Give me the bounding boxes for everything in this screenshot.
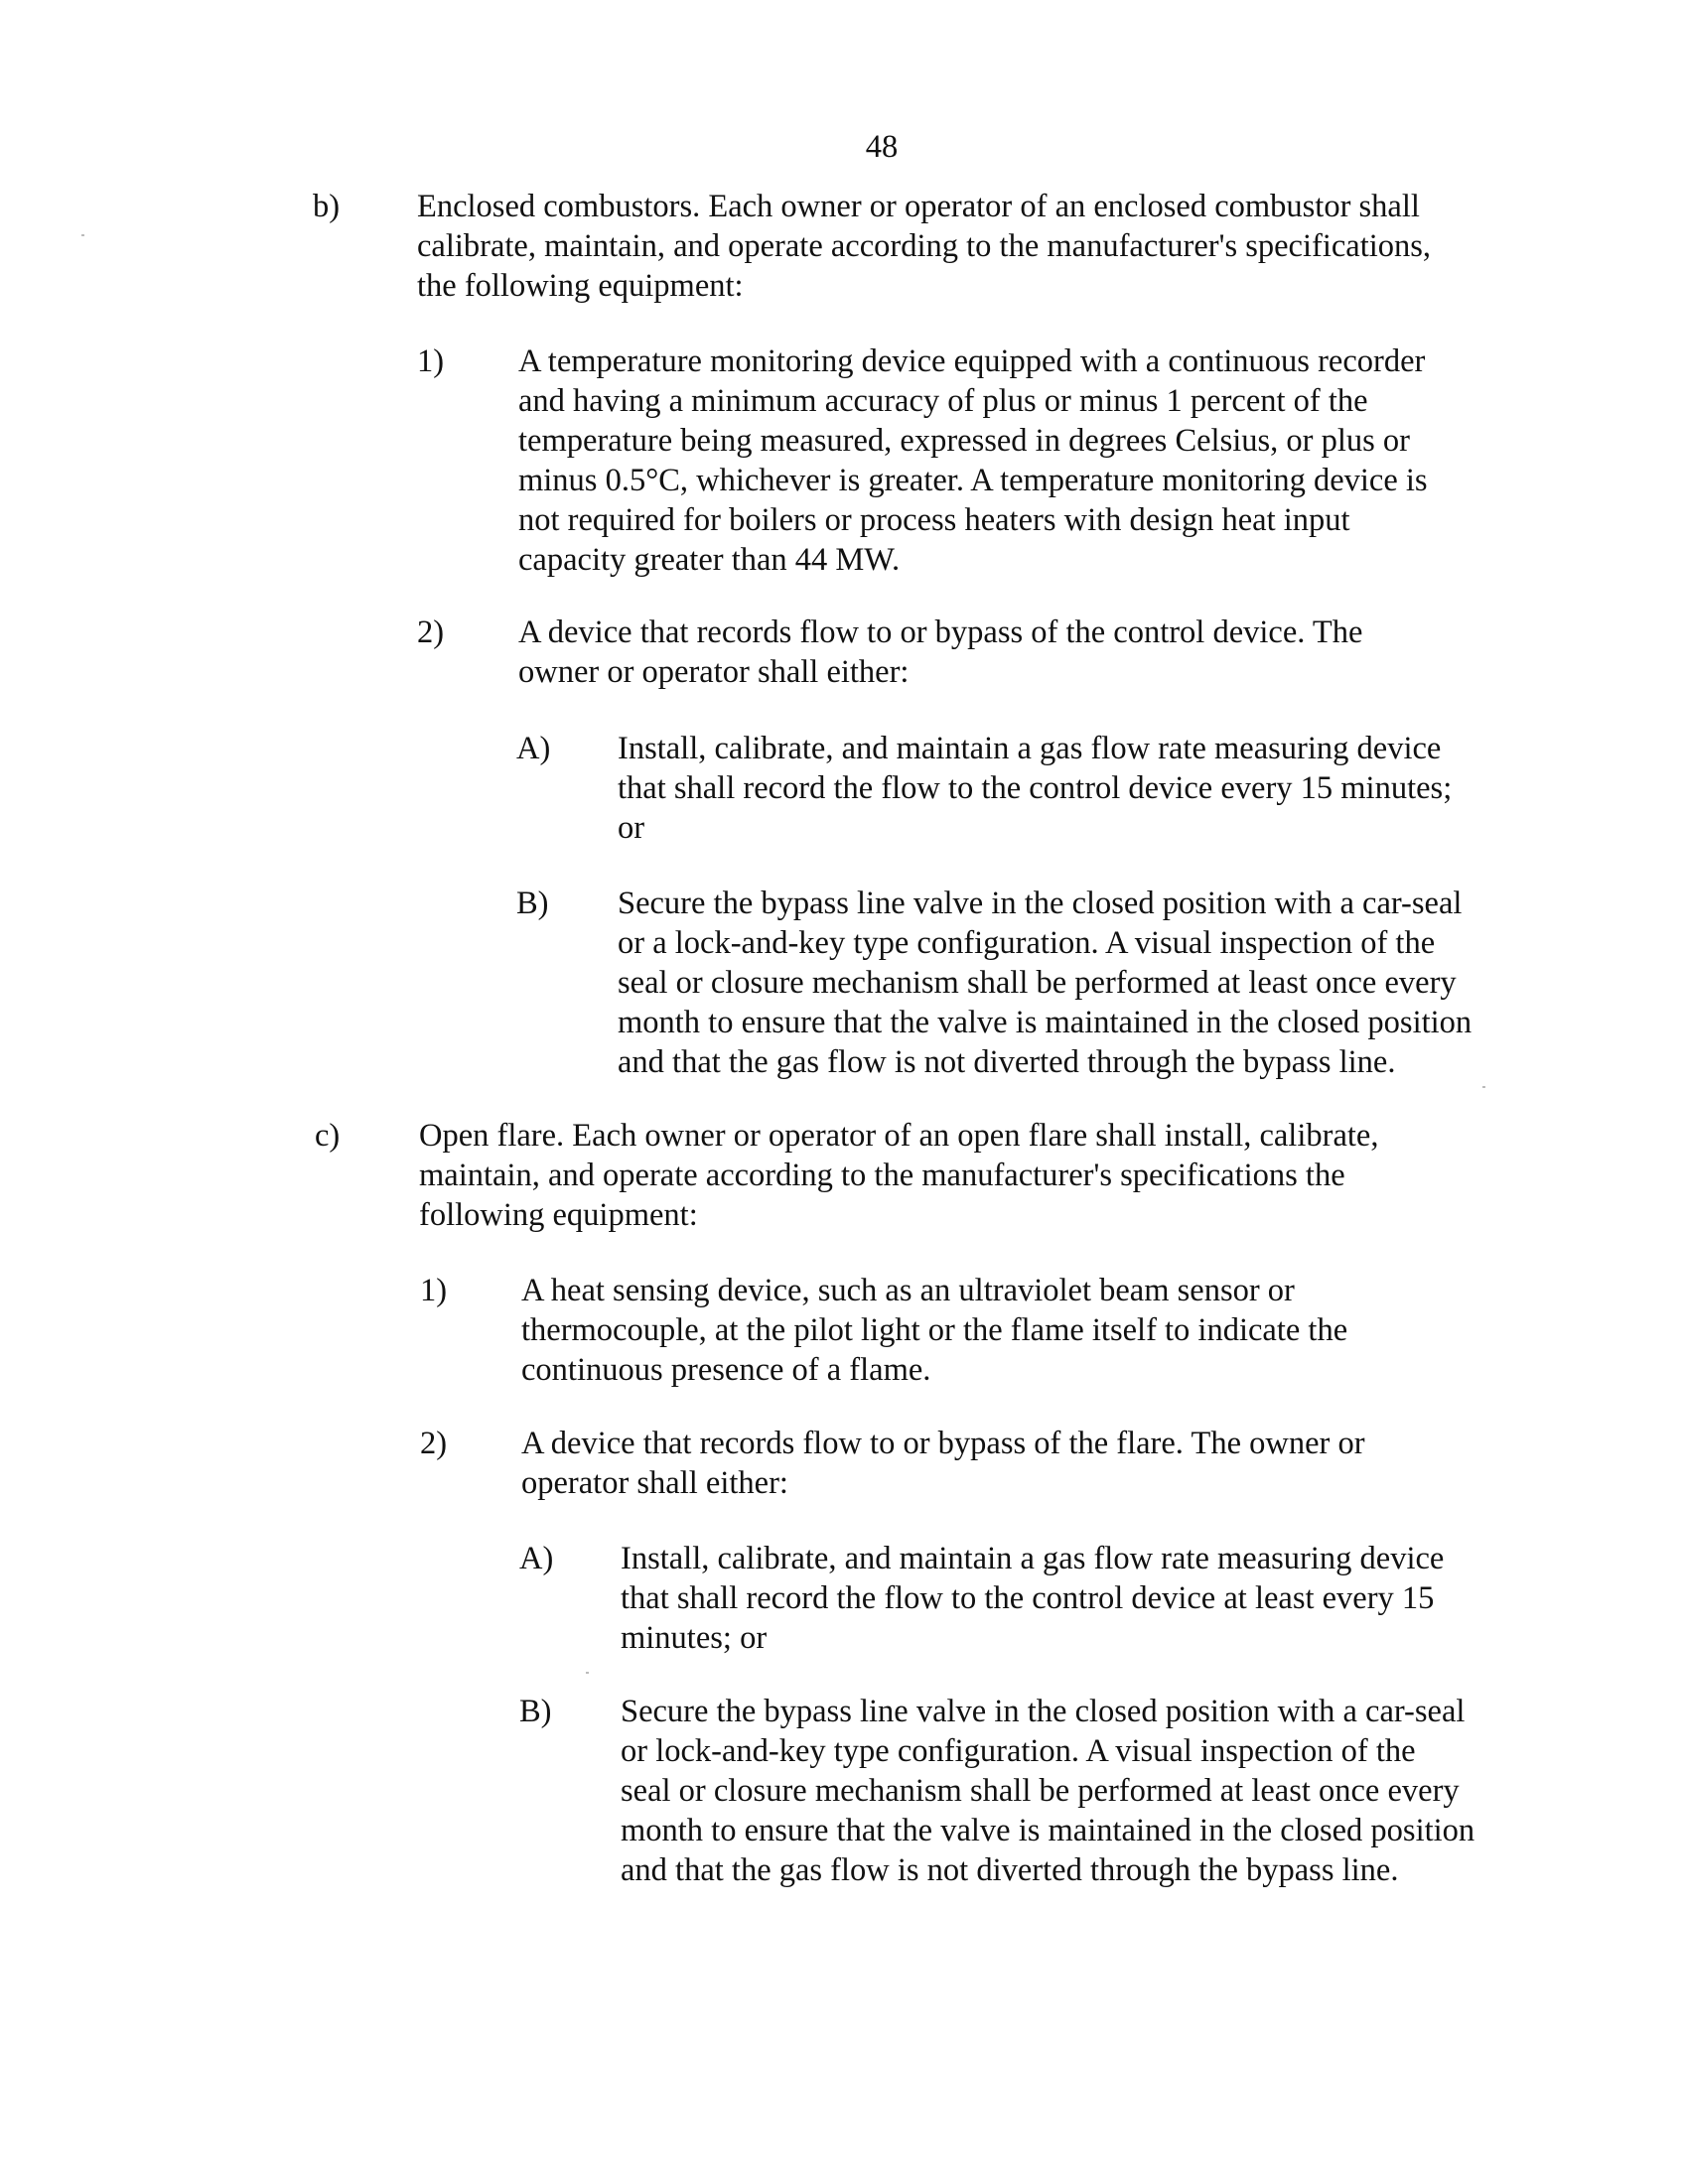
- subitem-text: [618, 884, 1541, 1082]
- text-line: or a lock-and-key type configuration. A visual inspection of the: [618, 925, 1436, 961]
- text-line: seal or closure mechanism shall be performed at least once every: [618, 965, 1457, 1001]
- page-number: 48: [865, 129, 899, 165]
- text-line: minus 0.5°C, whichever is greater. A temperature monitoring device is: [518, 463, 1428, 498]
- item-label: 2): [420, 1426, 448, 1461]
- text-line: month to ensure that the valve is maintained in the closed position: [618, 1005, 1473, 1040]
- text-line: Secure the bypass line valve in the closed position with a car-seal: [621, 1694, 1466, 1729]
- subitem-label: A): [519, 1541, 554, 1576]
- text-line: following equipment:: [419, 1197, 698, 1233]
- text-line: minutes; or: [621, 1620, 768, 1656]
- text-line: Secure the bypass line valve in the closed position with a car-seal: [618, 886, 1463, 921]
- text-line: not required for boilers or process heaters with design heat input: [518, 502, 1350, 538]
- item-text: [518, 613, 1511, 692]
- text-line: that shall record the flow to the control device at least every 15: [621, 1580, 1435, 1616]
- text-line: A device that records flow to or bypass of the flare. The owner or: [521, 1426, 1365, 1461]
- text-line: and that the gas flow is not diverted through the bypass line.: [618, 1044, 1396, 1080]
- section-b-label: b): [313, 189, 341, 224]
- text-line: A heat sensing device, such as an ultraviolet beam sensor or: [521, 1273, 1295, 1308]
- item-label: 1): [417, 343, 445, 379]
- text-line: calibrate, maintain, and operate according to the manufacturer's specifications,: [417, 228, 1432, 264]
- scan-speck: [586, 1672, 589, 1674]
- text-line: and having a minimum accuracy of plus or minus 1 percent of the: [518, 383, 1368, 419]
- subitem-text: [621, 1539, 1544, 1658]
- section-c-text: [419, 1116, 1501, 1235]
- section-b-text: [417, 187, 1499, 306]
- text-line: temperature being measured, expressed in degrees Celsius, or plus or: [518, 423, 1410, 459]
- text-line: and that the gas flow is not diverted through the bypass line.: [621, 1852, 1399, 1888]
- subitem-label: B): [516, 886, 549, 921]
- text-line: owner or operator shall either:: [518, 654, 910, 690]
- item-text: [518, 341, 1511, 580]
- subitem-label: B): [519, 1694, 552, 1729]
- item-text: [521, 1271, 1514, 1390]
- section-c-label: c): [315, 1118, 341, 1154]
- text-line: A temperature monitoring device equipped with a continuous recorder: [518, 343, 1426, 379]
- item-label: 1): [420, 1273, 448, 1308]
- text-line: Enclosed combustors. Each owner or operator of an enclosed combustor shall: [417, 189, 1420, 224]
- text-line: maintain, and operate according to the manufacturer's specifications the: [419, 1158, 1345, 1193]
- scan-speck: [1482, 1086, 1485, 1088]
- subitem-label: A): [516, 731, 551, 766]
- subitem-text: [621, 1692, 1544, 1890]
- scan-speck: [81, 234, 84, 236]
- text-line: seal or closure mechanism shall be performed at least once every: [621, 1773, 1460, 1809]
- item-text: [521, 1424, 1514, 1503]
- subitem-text: [618, 729, 1541, 848]
- text-line: capacity greater than 44 MW.: [518, 542, 901, 578]
- text-line: the following equipment:: [417, 268, 744, 304]
- text-line: Install, calibrate, and maintain a gas flow rate measuring device: [621, 1541, 1445, 1576]
- text-line: month to ensure that the valve is maintained in the closed position: [621, 1813, 1475, 1848]
- text-line: Install, calibrate, and maintain a gas flow rate measuring device: [618, 731, 1442, 766]
- text-line: or: [618, 810, 645, 846]
- text-line: A device that records flow to or bypass of the control device. The: [518, 614, 1363, 650]
- text-line: operator shall either:: [521, 1465, 788, 1501]
- text-line: continuous presence of a flame.: [521, 1352, 931, 1388]
- text-line: Open flare. Each owner or operator of an open flare shall install, calibrate,: [419, 1118, 1379, 1154]
- text-line: or lock-and-key type configuration. A visual inspection of the: [621, 1733, 1416, 1769]
- text-line: thermocouple, at the pilot light or the flame itself to indicate the: [521, 1312, 1348, 1348]
- text-line: that shall record the flow to the control device every 15 minutes;: [618, 770, 1453, 806]
- item-label: 2): [417, 614, 445, 650]
